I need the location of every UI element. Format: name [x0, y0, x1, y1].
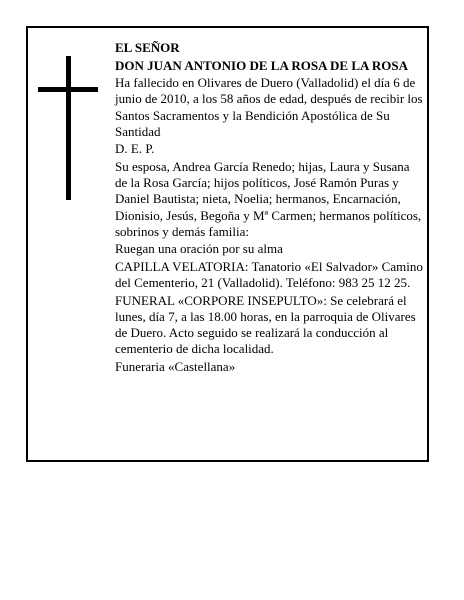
- obituary-notice: [26, 26, 429, 462]
- cross-vertical-bar: [66, 56, 71, 200]
- death-announcement: Ha fallecido en Olivares de Duero (Valladolid) el día 6 de junio de 2010, a los 58 años de edad, después de recibir los Santos Sacramentos y la Bendición Apostólica de Su Santidad: [115, 75, 423, 139]
- funeral-home: Funeraria «Castellana»: [115, 358, 236, 374]
- cross-icon: [38, 56, 98, 200]
- family-list: Su esposa, Andrea García Renedo; hijas, Laura y Susana de la Rosa García; hijos políticos, José Ramón Puras y Daniel Bautista; nieta, Noelia; hermanos, Encarnación, Dionisio, Jesús, Begoña y Mª Carmen; hermanos políticos, sobrinos y demás familia:: [115, 158, 422, 239]
- notice-text: [115, 40, 425, 377]
- chapel-info: CAPILLA VELATORIA: Tanatorio «El Salvador» Camino del Cementerio, 21 (Valladolid). Teléfono: 983 25 12 25.: [115, 258, 423, 291]
- cross-horizontal-bar: [38, 87, 98, 92]
- notice-title-line1: EL SEÑOR: [115, 40, 180, 55]
- dep-line: D. E. P.: [115, 141, 155, 157]
- funeral-info: FUNERAL «CORPORE INSEPULTO»: Se celebrará el lunes, día 7, a las 18.00 horas, en la parroquia de Olivares de Duero. Acto seguido se realizará la conducción al cementerio de dicha localidad.: [115, 292, 416, 357]
- prayer-request: Ruegan una oración por su alma: [115, 241, 283, 257]
- deceased-name: DON JUAN ANTONIO DE LA ROSA DE LA ROSA: [115, 57, 409, 73]
